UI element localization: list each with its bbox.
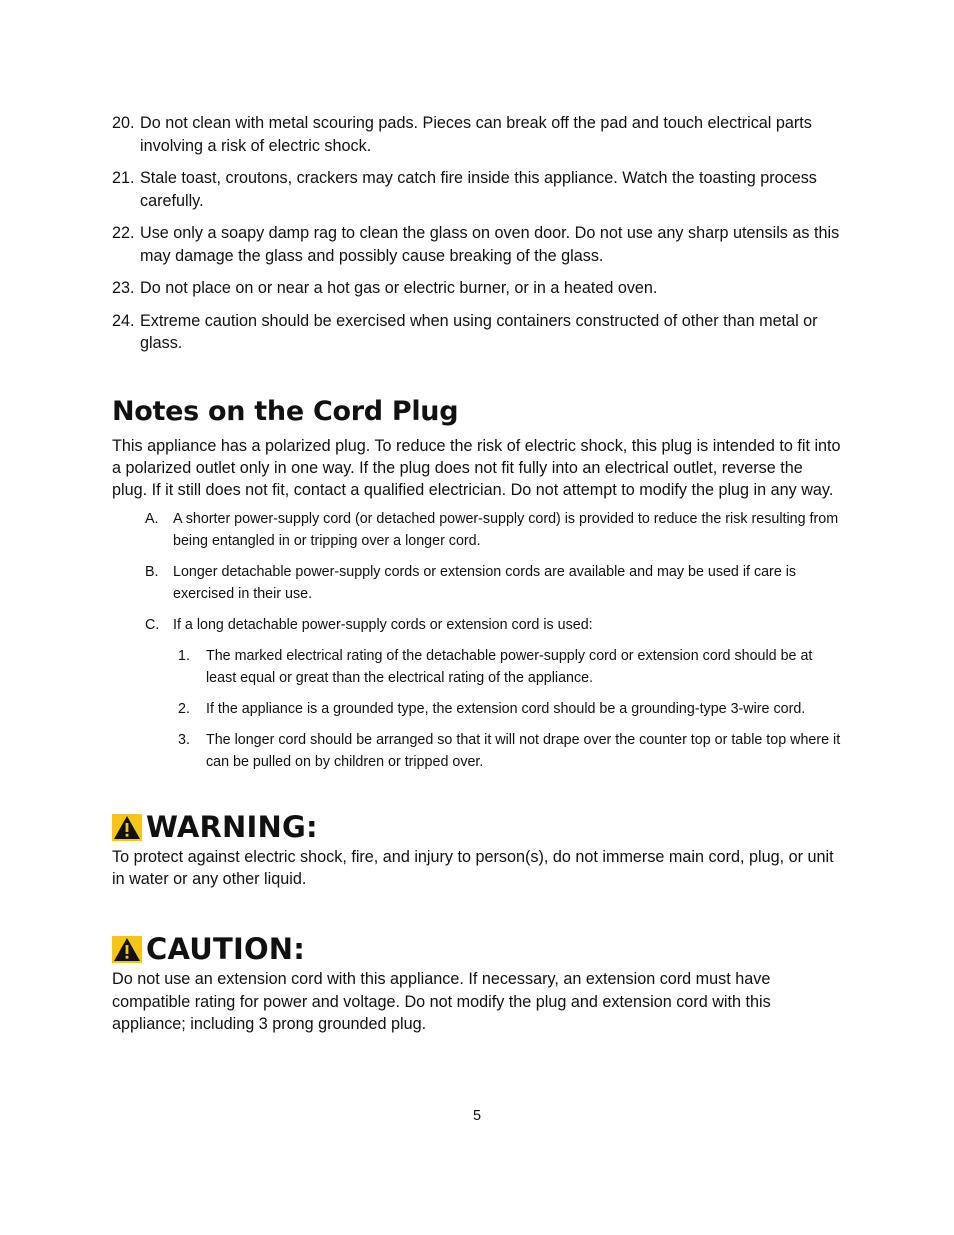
list-item [112, 509, 842, 553]
extension-cord-sublist [112, 646, 842, 774]
caution-text: Do not use an extension cord with this appliance. If necessary, an extension cord must have compatible rating for power and voltage. Do not modify the plug and extension cord with this appliance; including 3 prong grounded plug. [112, 970, 771, 1033]
list-item [112, 112, 842, 157]
list-item-text: If the appliance is a grounded type, the extension cord should be a grounding-type 3-wire cord. [206, 701, 806, 718]
list-item [112, 222, 842, 267]
list-item-text: Extreme caution should be exercised when using containers constructed of other than metal or glass. [140, 311, 818, 352]
list-item-number: 3. [178, 732, 190, 749]
list-item [112, 167, 842, 212]
list-item [112, 277, 842, 300]
list-item-number: 20. [112, 114, 135, 132]
list-item-text: If a long detachable power-supply cords or extension cord is used: [173, 617, 593, 634]
list-item-text: Use only a soapy damp rag to clean the glass on oven door. Do not use any sharp utensils as this may damage the glass and possibly cause breaking of the glass. [140, 224, 840, 265]
list-item [112, 646, 842, 690]
list-item-letter: A. [145, 511, 159, 528]
list-item-number: 23. [112, 279, 135, 297]
list-item [112, 310, 842, 355]
list-item-number: 2. [178, 701, 190, 718]
warning-heading [112, 808, 842, 846]
list-item [112, 562, 842, 606]
list-item-text: The marked electrical rating of the detachable power-supply cord or extension cord should be at least equal or great than the electrical rating of the appliance. [206, 648, 813, 686]
cord-plug-lettered-list [112, 509, 842, 774]
list-item-text: Do not clean with metal scouring pads. Pieces can break off the pad and touch electrical parts involving a risk of electric shock. [140, 114, 812, 155]
list-item-number: 24. [112, 311, 135, 330]
warning-label: WARNING: [146, 810, 318, 845]
cord-plug-intro: This appliance has a polarized plug. To reduce the risk of electric shock, this plug is intended to fit into a polarized outlet only in one way. If the plug does not fit fully into an electrical outlet, reverse the plug. If it still does not fit, contact a qualified electrician. Do not attempt to modify the plug in any way. [112, 436, 841, 499]
list-item-number: 1. [178, 648, 190, 665]
list-item-text: Stale toast, croutons, crackers may catch fire inside this appliance. Watch the toasting process carefully. [140, 169, 817, 210]
list-item-letter: C. [145, 617, 160, 634]
list-item-number: 22. [112, 224, 135, 242]
warning-triangle-icon [112, 936, 142, 963]
caution-label: CAUTION: [146, 932, 306, 967]
list-item-letter: B. [145, 564, 159, 581]
list-item-text: Longer detachable power-supply cords or extension cords are available and may be used if care is exercised in their use. [173, 564, 797, 602]
list-item [112, 615, 842, 774]
list-item [112, 730, 842, 774]
list-item-text: Do not place on or near a hot gas or electric burner, or in a heated oven. [140, 279, 658, 297]
list-item-text: The longer cord should be arranged so that it will not drape over the counter top or table top where it can be pulled on by children or tripped over. [206, 732, 841, 771]
warning-text: To protect against electric shock, fire, and injury to person(s), do not immerse main cord, plug, or unit in water or any other liquid. [112, 848, 834, 889]
page-number: 5 [472, 1108, 482, 1124]
safety-numbered-list [112, 112, 842, 355]
caution-heading [112, 930, 842, 968]
cord-plug-heading: Notes on the Cord Plug [112, 395, 459, 427]
manual-page [112, 112, 842, 1035]
warning-triangle-icon [112, 814, 142, 841]
list-item-number: 21. [112, 169, 135, 187]
list-item [112, 699, 842, 721]
list-item-text: A shorter power-supply cord (or detached power-supply cord) is provided to reduce the risk resulting from being entangled in or tripping over a longer cord. [173, 511, 839, 549]
